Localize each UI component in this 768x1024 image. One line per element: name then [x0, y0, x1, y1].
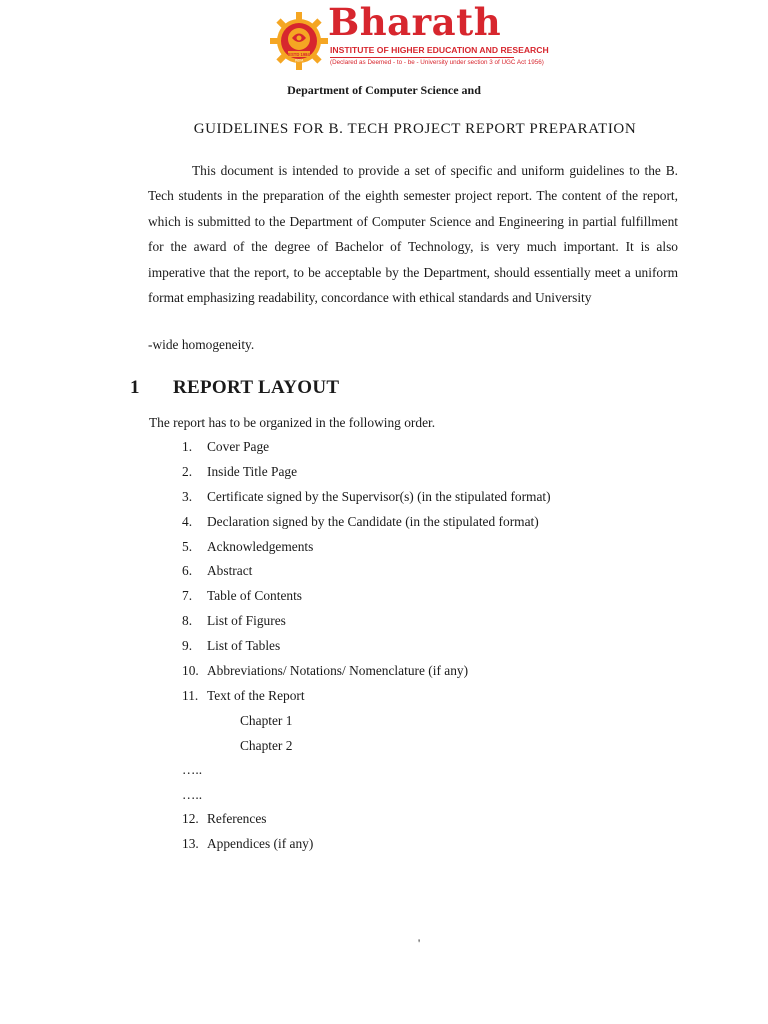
list-item-text: Declaration signed by the Candidate (in the stipulated format) — [207, 514, 539, 529]
emblem-country-text: INDIA — [294, 58, 304, 63]
list-item-number: 7. — [182, 588, 193, 603]
list-item-number: 11. — [182, 688, 199, 703]
list-item-text: Certificate signed by the Supervisor(s) (in the stipulated format) — [207, 489, 551, 504]
ellipsis-text: ….. — [182, 762, 203, 777]
list-item-number: 4. — [182, 514, 193, 529]
list-item-text: List of Figures — [207, 613, 286, 628]
list-item-number: 3. — [182, 489, 193, 504]
intro-text: This document is intended to provide a set of specific and uniform guidelines to the B. Tech students in the preparation of the eighth semester project report. The content of the report, which is submitted to the Department of Computer Science and Engineering in partial fulfillment for the award of the degree of Bachelor of Technology, is very much important. It is also imperative that the report, to be acceptable by the Department, should essentially meet a uniform format emphasizing readability, concordance with ethical standards and University — [148, 163, 678, 306]
list-item-text: Abstract — [207, 563, 253, 578]
list-item-text: Cover Page — [207, 439, 270, 454]
list-item-number: 9. — [182, 638, 193, 653]
list-item-number: 5. — [182, 539, 193, 554]
list-item-text: Appendices (if any) — [207, 836, 314, 851]
list-item-number: 1. — [182, 439, 193, 454]
list-item-text: Abbreviations/ Notations/ Nomenclature (if any) — [207, 663, 469, 678]
intro-paragraph — [148, 158, 678, 310]
list-item-number: 13. — [182, 836, 199, 851]
list-item-number: 2. — [182, 464, 193, 479]
list-item-number: 10. — [182, 663, 199, 678]
list-item-text: References — [207, 811, 267, 826]
list-item-number: 12. — [182, 811, 199, 826]
logo-subtitle: INSTITUTE OF HIGHER EDUCATION AND RESEARCH — [330, 45, 549, 55]
logo-divider — [330, 57, 514, 58]
list-item-number: 6. — [182, 563, 193, 578]
department-heading: Department of Computer Science and — [287, 83, 481, 97]
ellipsis-text: ….. — [182, 787, 203, 802]
list-item-text: Acknowledgements — [207, 539, 314, 554]
page-mark: ' — [418, 936, 421, 950]
section-title: REPORT LAYOUT — [173, 377, 340, 398]
institution-emblem-icon — [268, 10, 330, 72]
intro-tail: -wide homogeneity. — [148, 337, 255, 352]
section-number: 1 — [130, 377, 140, 398]
logo-declaration: (Declared as Deemed - to - be - University under section 3 of UGC Act 1956) — [330, 59, 544, 66]
document-title: GUIDELINES FOR B. TECH PROJECT REPORT PREPARATION — [193, 121, 637, 137]
list-item-number: 8. — [182, 613, 193, 628]
list-item-text: List of Tables — [207, 638, 281, 653]
list-item-text: Inside Title Page — [207, 464, 298, 479]
chapter-label: Chapter 2 — [240, 738, 293, 753]
list-item-text: Table of Contents — [207, 588, 303, 603]
emblem-band-text: ESTD 1984 — [288, 52, 310, 57]
logo-wordmark: Bharath — [328, 0, 502, 44]
section-lead: The report has to be organized in the following order. — [149, 415, 436, 430]
institution-logo — [268, 0, 549, 72]
chapter-label: Chapter 1 — [240, 713, 293, 728]
list-item-text: Text of the Report — [207, 688, 305, 703]
